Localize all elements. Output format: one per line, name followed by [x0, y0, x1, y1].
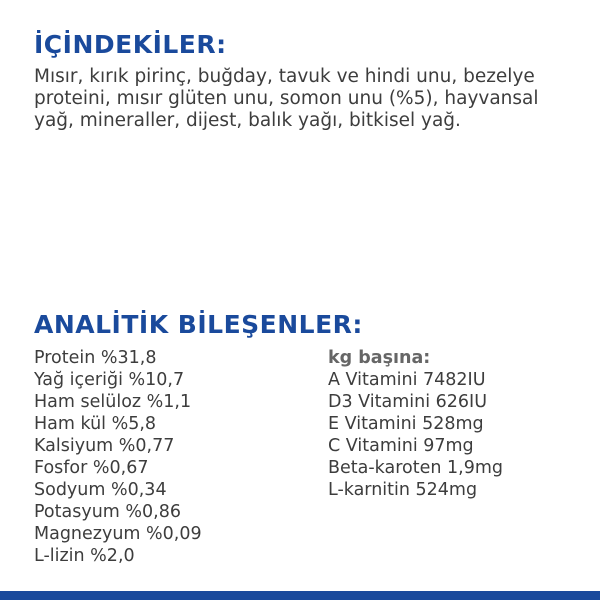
- list-item: Ham selüloz %1,1: [34, 392, 192, 412]
- list-item: Yağ içeriği %10,7: [34, 370, 185, 390]
- list-item: L-lizin %2,0: [34, 546, 135, 566]
- per-kg-heading: kg başına:: [328, 348, 431, 368]
- list-item: D3 Vitamini 626IU: [328, 392, 488, 412]
- list-item: Potasyum %0,86: [34, 502, 181, 522]
- bottom-bar: [0, 591, 600, 600]
- list-item: Magnezyum %0,09: [34, 524, 202, 544]
- list-item: A Vitamini 7482IU: [328, 370, 486, 390]
- list-item: Kalsiyum %0,77: [34, 436, 175, 456]
- analytic-right-list: [328, 347, 503, 501]
- analytic-heading: ANALİTİK BİLEŞENLER:: [34, 310, 363, 339]
- ingredients-heading: İÇİNDEKİLER:: [34, 30, 227, 59]
- list-item: L-karnitin 524mg: [328, 480, 478, 500]
- list-item: E Vitamini 528mg: [328, 414, 484, 434]
- list-item: Sodyum %0,34: [34, 480, 167, 500]
- ingredients-text: Mısır, kırık pirinç, buğday, tavuk ve hindi unu, bezelye proteini, mısır glüten unu, somon unu (%5), hayvansal yağ, mineraller, dijest, balık yağı, bitkisel yağ.: [34, 66, 539, 131]
- list-item: Ham kül %5,8: [34, 414, 157, 434]
- list-item: Protein %31,8: [34, 348, 157, 368]
- list-item: Beta-karoten 1,9mg: [328, 458, 504, 478]
- list-item: C Vitamini 97mg: [328, 436, 474, 456]
- list-item: Fosfor %0,67: [34, 458, 149, 478]
- analytic-left-list: [34, 347, 202, 567]
